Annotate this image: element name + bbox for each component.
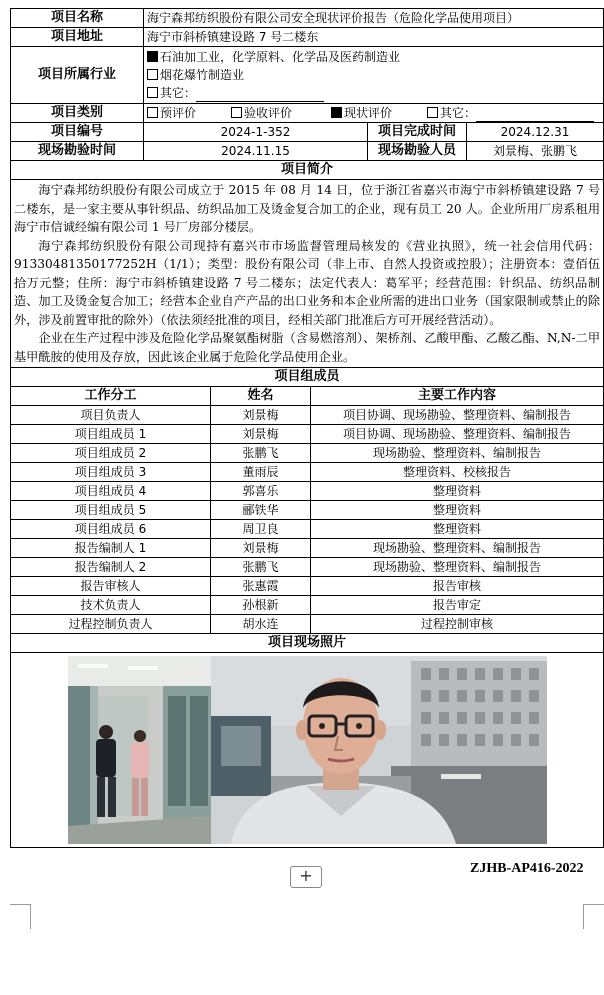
add-row-button[interactable]: + [290,866,322,888]
team-row [11,406,604,425]
industry-options [144,47,604,104]
blank-underline [196,87,324,102]
intro-paragraph: 海宁森邦纺织股份有限公司现持有嘉兴市市场监督管理局核发的《营业执照》，统一社会信用代码：91330481350177252H（1/1）；类型：股份有限公司（非上市、自然人投资或控股）；注册资本：壹佰伍拾万元整；住所：海宁市斜桥镇建设路 7 号二楼东；法定代表人：葛军平；经营范围：针织品、纺织品制造、加工及烫金复合加工；经营本企业自产产品的出口业务和本企业所需的进出口业务（国家限制或禁止的除外，涉及前置审批的除外）（依法须经批准的项目，经相关部门批准后方可开展经营活动）。 [14,238,601,327]
category-option-label: 验收评价 [244,106,293,120]
team-row-role: 项目组成员 2 [11,444,211,463]
completion-time-label: 项目完成时间 [368,123,467,142]
team-rows [11,406,604,634]
team-row-duty: 现场勘验、整理资料、编制报告 [311,558,604,577]
team-row-duty: 现场勘验、整理资料、编制报告 [311,539,604,558]
industry-option [147,48,600,66]
team-row-role: 项目组成员 1 [11,425,211,444]
team-row [11,425,604,444]
unchecked-box-icon [231,107,242,118]
intro-section-body [11,180,604,368]
team-row-name: 刘景梅 [211,539,311,558]
industry-label: 项目所属行业 [11,47,144,104]
intro-paragraph: 海宁森邦纺织股份有限公司成立于 2015 年 08 月 14 日，位于浙江省嘉兴市海宁市斜桥镇建设路 7 号二楼东，是一家主要从事针织品、纺织品加工及烫金复合加工的企业，现有员工 20 人。企业所用厂房系租用海宁市信诚经编有限公司 1 号厂房部分楼层。 [14,183,601,234]
intro-section-title: 项目简介 [11,161,604,180]
team-row-name: 郦铁华 [211,501,311,520]
team-row-role: 技术负责人 [11,596,211,615]
team-row-duty: 整理资料 [311,501,604,520]
team-row-role: 过程控制负责人 [11,615,211,634]
unchecked-box-icon [147,87,158,98]
category-option [427,106,594,120]
industry-option-label: 烟花爆竹制造业 [160,68,245,82]
team-row-name: 刘景梅 [211,425,311,444]
photos-cell [11,653,604,848]
page-corner-mark-right [583,904,604,929]
team-table [10,386,604,848]
team-row-role: 项目组成员 6 [11,520,211,539]
checked-box-icon [331,107,342,118]
team-section-title: 项目组成员 [11,368,604,387]
project-number-label: 项目编号 [11,123,144,142]
survey-staff-value: 刘景梅、张鹏飞 [467,142,604,161]
team-row-name: 胡水连 [211,615,311,634]
team-row-name: 周卫良 [211,520,311,539]
team-header-role: 工作分工 [11,387,211,406]
team-row [11,577,604,596]
team-row-duty: 报告审核 [311,577,604,596]
team-row [11,444,604,463]
industry-option [147,66,600,84]
checked-box-icon [147,51,158,62]
industry-option-label: 其它： [160,86,197,100]
industry-option-label: 石油加工业，化学原料、化学品及医药制造业 [160,50,401,64]
category-option-label: 预评价 [160,106,197,120]
team-row-role: 项目负责人 [11,406,211,425]
team-row-duty: 项目协调、现场勘验、整理资料、编制报告 [311,425,604,444]
team-row-duty: 整理资料 [311,520,604,539]
project-number-value: 2024-1-352 [144,123,368,142]
team-row-role: 项目组成员 5 [11,501,211,520]
project-info-table [10,8,604,387]
team-row-name: 张鹏飞 [211,558,311,577]
page-corner-mark-left [10,904,31,929]
team-row-role: 报告编制人 2 [11,558,211,577]
team-row-duty: 项目协调、现场勘验、整理资料、编制报告 [311,406,604,425]
site-photo-selfie [211,656,547,844]
team-row-name: 董雨辰 [211,463,311,482]
unchecked-box-icon [147,69,158,80]
team-row [11,615,604,634]
unchecked-box-icon [427,107,438,118]
team-row-duty: 整理资料 [311,482,604,501]
evaluation-form [10,8,603,848]
completion-time-value: 2024.12.31 [467,123,604,142]
survey-staff-label: 现场勘验人员 [368,142,467,161]
category-option-label: 其它： [440,106,477,120]
category-option-label: 现状评价 [344,106,393,120]
unchecked-box-icon [147,107,158,118]
team-row-duty: 现场勘验、整理资料、编制报告 [311,444,604,463]
team-row-name: 张惠霞 [211,577,311,596]
team-row-duty: 报告审定 [311,596,604,615]
team-row-duty: 过程控制审核 [311,615,604,634]
team-row [11,539,604,558]
category-option [331,104,427,122]
team-row [11,482,604,501]
industry-option [147,84,600,102]
team-header-name: 姓名 [211,387,311,406]
site-photos [11,653,603,847]
team-row [11,501,604,520]
team-row [11,463,604,482]
survey-time-label: 现场勘验时间 [11,142,144,161]
team-row-role: 报告审核人 [11,577,211,596]
project-address-value: 海宁市斜桥镇建设路 7 号二楼东 [144,28,604,47]
team-header-duty: 主要工作内容 [311,387,604,406]
blank-underline [476,107,594,122]
team-row-role: 报告编制人 1 [11,539,211,558]
category-option [147,104,231,122]
team-row-name: 刘景梅 [211,406,311,425]
document-code: ZJHB-AP416-2022 [470,861,584,876]
project-name-value: 海宁森邦纺织股份有限公司安全现状评价报告（危险化学品使用项目） [144,9,604,28]
team-row-name: 郭喜乐 [211,482,311,501]
intro-paragraph: 企业在生产过程中涉及危险化学品聚氨酯树脂（含易燃溶剂）、架桥剂、乙酸甲酯、乙酸乙酯、N,N-二甲基甲酰胺的使用及存放，因此该企业属于危险化学品使用企业。 [14,331,601,364]
team-row [11,520,604,539]
category-options [144,104,604,123]
team-row-role: 项目组成员 4 [11,482,211,501]
site-photo-corridor [68,656,211,844]
project-address-label: 项目地址 [11,28,144,47]
team-row [11,558,604,577]
team-row [11,596,604,615]
survey-time-value: 2024.11.15 [144,142,368,161]
photos-section-title: 项目现场照片 [11,634,604,653]
category-option [231,104,331,122]
team-row-role: 项目组成员 3 [11,463,211,482]
team-row-name: 张鹏飞 [211,444,311,463]
category-label: 项目类别 [11,104,144,123]
team-row-duty: 整理资料、校核报告 [311,463,604,482]
team-row-name: 孙根新 [211,596,311,615]
project-name-label: 项目名称 [11,9,144,28]
